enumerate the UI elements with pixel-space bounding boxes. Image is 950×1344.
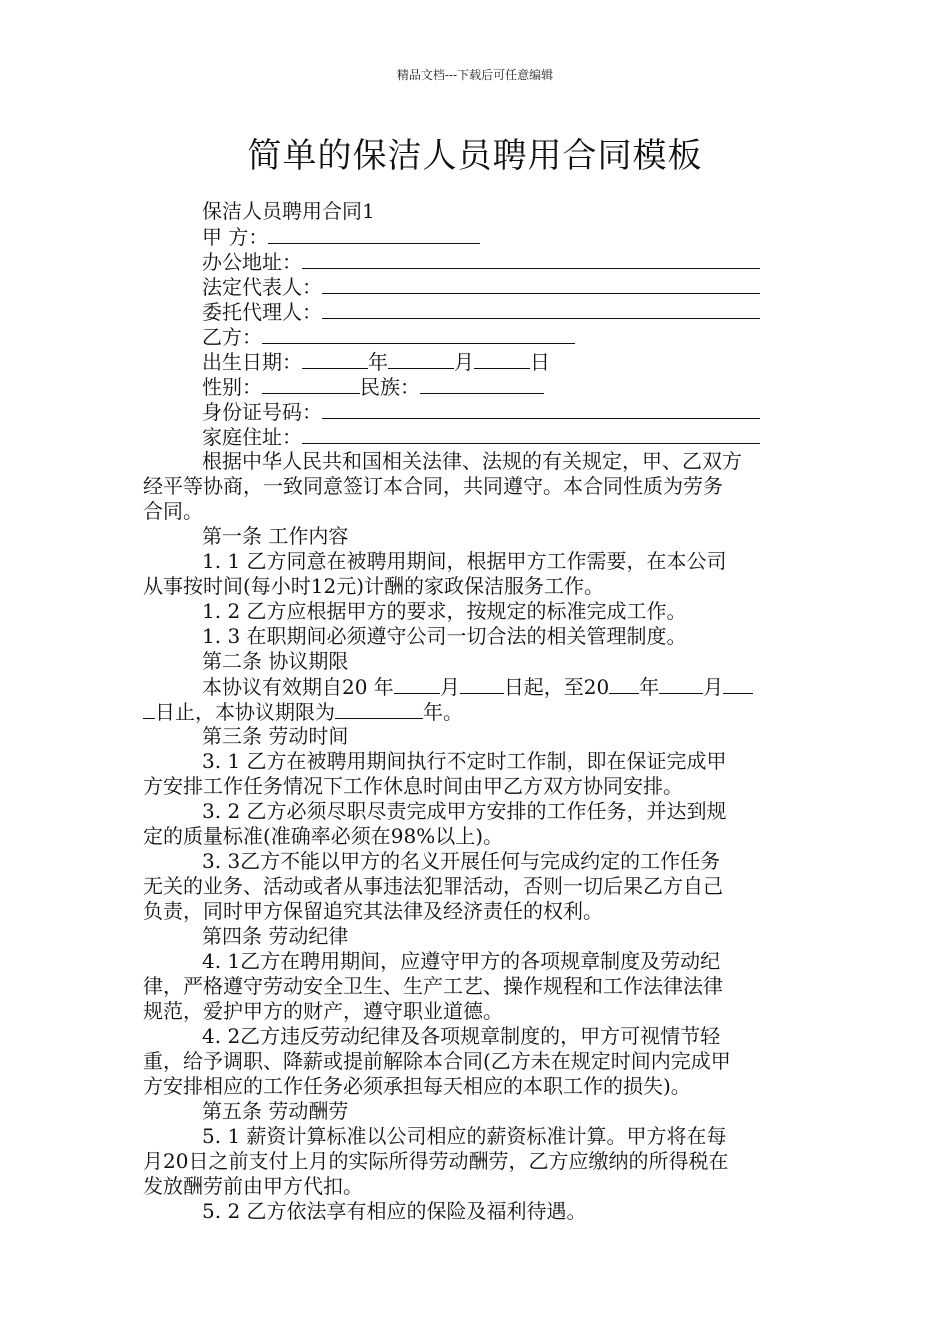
clause-4-1-line-1: 4. 1乙方在聘用期间，应遵守甲方的各项规章制度及劳动纪 xyxy=(202,949,721,973)
clause-5-1-line-2: 月20日之前支付上月的实际所得劳动酬劳，乙方应缴纳的所得税在 xyxy=(143,1149,729,1173)
article-3-heading: 第三条 劳动时间 xyxy=(202,724,349,748)
clause-4-1-line-2: 律，严格遵守劳动安全卫生、生产工艺、操作规程和工作法律法律 xyxy=(143,974,723,998)
term-line-2 xyxy=(143,699,808,724)
birth-date-field xyxy=(143,349,808,374)
legal-rep-field xyxy=(143,274,808,299)
term-blank-7 xyxy=(335,699,423,719)
clause-1-2: 1. 2 乙方应根据甲方的要求，按规定的标准完成工作。 xyxy=(202,599,687,623)
term-text-d: 年 xyxy=(639,675,660,699)
clause-3-1-line-2: 方安排工作任务情况下工作休息时间由甲乙方双方协同安排。 xyxy=(143,774,683,798)
clause-3-1-line-1: 3. 1 乙方在被聘用期间执行不定时工作制，即在保证完成甲 xyxy=(202,749,727,773)
day-label: 日 xyxy=(530,350,550,374)
gender-ethnicity-field xyxy=(143,374,808,399)
term-blank-6 xyxy=(143,699,155,719)
clause-1-1-line-2: 从事按时间(每小时12元)计酬的家政保洁服务工作。 xyxy=(143,574,605,598)
term-blank-1 xyxy=(394,674,440,694)
office-address-blank xyxy=(302,249,760,269)
home-address-blank xyxy=(302,424,760,444)
party-a-field xyxy=(143,224,808,249)
clause-1-1-line-1: 1. 1 乙方同意在被聘用期间，根据甲方工作需要，在本公司 xyxy=(202,549,727,573)
term-text-a: 本协议有效期自20 年 xyxy=(202,675,394,699)
clause-4-2-line-2: 重，给予调职、降薪或提前解除本合同(乙方未在规定时间内完成甲 xyxy=(143,1049,731,1073)
birth-label: 出生日期： xyxy=(202,350,302,374)
ethnicity-label: 民族： xyxy=(360,375,420,399)
gender-label: 性别： xyxy=(202,375,262,399)
legal-rep-blank xyxy=(322,274,760,294)
party-b-blank xyxy=(262,324,575,344)
intro-line-3: 合同。 xyxy=(143,499,203,523)
contract-body xyxy=(143,199,808,1224)
id-number-blank xyxy=(322,399,760,419)
home-address-label: 家庭住址： xyxy=(202,425,302,449)
id-number-field xyxy=(143,399,808,424)
clause-3-3-line-1: 3. 3乙方不能以甲方的名义开展任何与完成约定的工作任务 xyxy=(202,849,721,873)
page-header: 精品文档---下载后可任意编辑 xyxy=(396,68,554,82)
clause-4-2-line-1: 4. 2乙方违反劳动纪律及各项规章制度的，甲方可视情节轻 xyxy=(202,1024,721,1048)
clause-4-1-line-3: 规范，爱护甲方的财产，遵守职业道德。 xyxy=(143,999,503,1023)
article-5-heading: 第五条 劳动酬劳 xyxy=(202,1099,349,1123)
clause-3-3-line-2: 无关的业务、活动或者从事违法犯罪活动，否则一切后果乙方自己 xyxy=(143,874,723,898)
clause-4-2-line-3: 方安排相应的工作任务必须承担每天相应的本职工作的损失)。 xyxy=(143,1074,691,1098)
clause-5-1-line-1: 5. 1 薪资计算标准以公司相应的薪资标准计算。甲方将在每 xyxy=(202,1124,727,1148)
office-address-label: 办公地址： xyxy=(202,250,302,274)
term-line-1 xyxy=(143,674,808,699)
term-text-b: 月 xyxy=(439,675,460,699)
term-text-g: 年。 xyxy=(423,700,463,724)
agent-field xyxy=(143,299,808,324)
intro-line-2: 经平等协商，一致同意签订本合同，共同遵守。本合同性质为劳务 xyxy=(143,474,723,498)
id-number-label: 身份证号码： xyxy=(202,400,322,424)
article-1-heading: 第一条 工作内容 xyxy=(202,524,349,548)
document-title: 简单的保洁人员聘用合同模板 xyxy=(247,136,703,176)
clause-5-1-line-3: 发放酬劳前由甲方代扣。 xyxy=(143,1174,363,1198)
year-label: 年 xyxy=(368,350,388,374)
birth-month-blank xyxy=(388,349,454,369)
term-text-c: 日起，至20 xyxy=(503,675,610,699)
birth-day-blank xyxy=(474,349,530,369)
clause-5-2: 5. 2 乙方依法享有相应的保险及福利待遇。 xyxy=(202,1199,587,1223)
clause-3-2-line-2: 定的质量标准(准确率必须在98%以上)。 xyxy=(143,824,504,848)
agent-blank xyxy=(322,299,760,319)
term-blank-3 xyxy=(609,674,639,694)
term-text-e: 月 xyxy=(703,675,724,699)
clause-1-3: 1. 3 在职期间必须遵守公司一切合法的相关管理制度。 xyxy=(202,624,687,648)
article-2-heading: 第二条 协议期限 xyxy=(202,649,349,673)
intro-line-1: 根据中华人民共和国相关法律、法规的有关规定，甲、乙双方 xyxy=(202,449,742,473)
term-blank-2 xyxy=(460,674,504,694)
agent-label: 委托代理人： xyxy=(202,300,322,324)
term-text-f: 日止，本协议期限为 xyxy=(155,700,335,724)
month-label: 月 xyxy=(454,350,474,374)
birth-year-blank xyxy=(302,349,368,369)
legal-rep-label: 法定代表人： xyxy=(202,275,322,299)
office-address-field xyxy=(143,249,808,274)
party-b-field xyxy=(143,324,808,349)
gender-blank xyxy=(262,374,360,394)
clause-3-3-line-3: 负责，同时甲方保留追究其法律及经济责任的权利。 xyxy=(143,899,603,923)
ethnicity-blank xyxy=(420,374,544,394)
party-a-blank xyxy=(268,224,480,244)
home-address-field xyxy=(143,424,808,449)
term-blank-4 xyxy=(659,674,703,694)
term-blank-5 xyxy=(723,674,753,694)
contract-name: 保洁人员聘用合同1 xyxy=(202,199,375,223)
party-a-label: 甲 方： xyxy=(202,225,269,249)
party-b-label: 乙方： xyxy=(202,325,262,349)
clause-3-2-line-1: 3. 2 乙方必须尽职尽责完成甲方安排的工作任务，并达到规 xyxy=(202,799,727,823)
article-4-heading: 第四条 劳动纪律 xyxy=(202,924,349,948)
